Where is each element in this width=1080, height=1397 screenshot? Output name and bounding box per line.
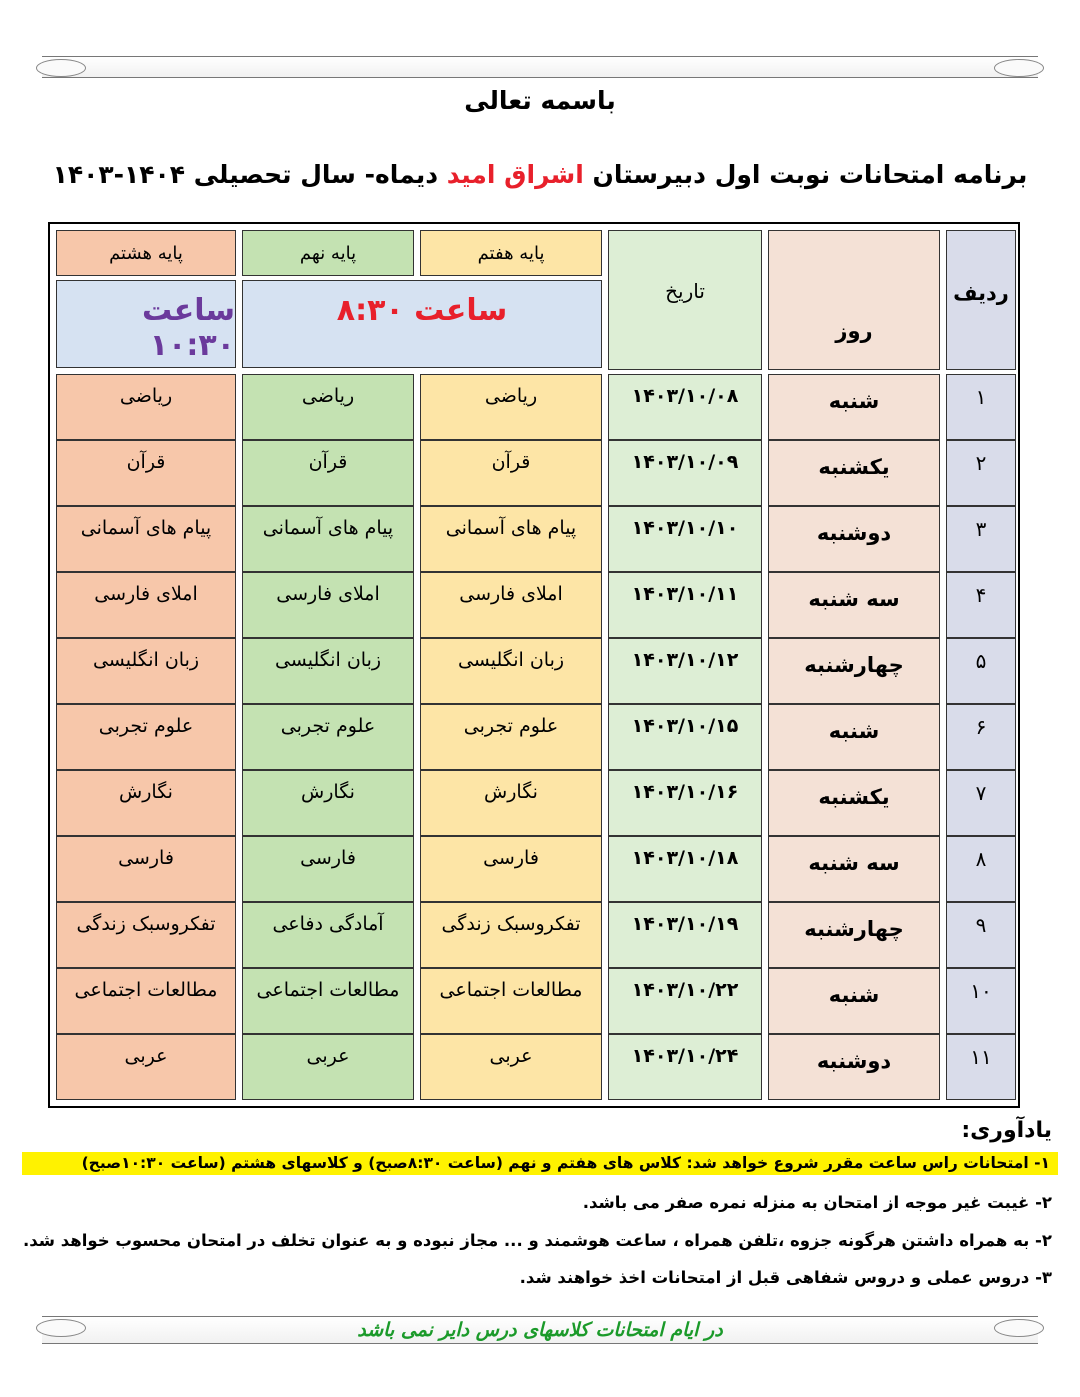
- row-grade9-subject: علوم تجربی: [242, 704, 414, 770]
- row-date: ۱۴۰۳/۱۰/۱۹: [608, 902, 762, 968]
- row-date: ۱۴۰۳/۱۰/۰۹: [608, 440, 762, 506]
- row-grade8-subject: ریاضی: [56, 374, 236, 440]
- bottom-note: در ایام امتحانات کلاسهای درس دایر نمی باشد: [357, 1319, 723, 1341]
- row-radif: ۶: [946, 704, 1016, 770]
- row-date: ۱۴۰۳/۱۰/۱۱: [608, 572, 762, 638]
- row-grade9-subject: ریاضی: [242, 374, 414, 440]
- header-day: روز: [768, 230, 940, 370]
- title-prefix: برنامه امتحانات نوبت اول دبیرستان: [583, 160, 1028, 189]
- row-day: چهارشنبه: [768, 638, 940, 704]
- row-date: ۱۴۰۳/۱۰/۱۵: [608, 704, 762, 770]
- row-grade9-subject: عربی: [242, 1034, 414, 1100]
- header-radif: ردیف: [946, 230, 1016, 370]
- reminder-1: ۱- امتحانات راس ساعت مقرر شروع خواهد شد: کلاس های هفتم و نهم (ساعت ۸:۳۰صبح) و کلاسهای هشتم (ساعت ۱۰:۳۰صبح): [22, 1152, 1058, 1175]
- row-day: دوشنبه: [768, 506, 940, 572]
- row-grade7-subject: قرآن: [420, 440, 602, 506]
- row-radif: ۵: [946, 638, 1016, 704]
- row-date: ۱۴۰۳/۱۰/۱۲: [608, 638, 762, 704]
- exam-schedule-table: [48, 222, 1020, 1108]
- header-grade8: پایه هشتم: [56, 230, 236, 276]
- row-grade7-subject: تفکروسبک زندگی: [420, 902, 602, 968]
- row-grade7-subject: مطالعات اجتماعی: [420, 968, 602, 1034]
- row-radif: ۴: [946, 572, 1016, 638]
- row-grade8-subject: مطالعات اجتماعی: [56, 968, 236, 1034]
- row-grade8-subject: تفکروسبک زندگی: [56, 902, 236, 968]
- row-day: یکشنبه: [768, 440, 940, 506]
- reminder-3: ۲- به همراه داشتن هرگونه جزوه ،تلفن همراه ، ساعت هوشمند و ... مجاز نبوده و به عنوان تخلف در امتحان محسوب خواهد شد.: [22, 1231, 1052, 1250]
- row-day: دوشنبه: [768, 1034, 940, 1100]
- row-radif: ۸: [946, 836, 1016, 902]
- row-grade7-subject: پیام های آسمانی: [420, 506, 602, 572]
- row-radif: ۲: [946, 440, 1016, 506]
- row-date: ۱۴۰۳/۱۰/۲۲: [608, 968, 762, 1034]
- time-grade8: ساعت ۱۰:۳۰: [56, 280, 236, 368]
- row-grade9-subject: مطالعات اجتماعی: [242, 968, 414, 1034]
- row-grade8-subject: املای فارسی: [56, 572, 236, 638]
- row-date: ۱۴۰۳/۱۰/۱۸: [608, 836, 762, 902]
- row-radif: ۳: [946, 506, 1016, 572]
- row-grade9-subject: فارسی: [242, 836, 414, 902]
- header-date: تاریخ: [608, 230, 762, 370]
- row-day: سه شنبه: [768, 572, 940, 638]
- row-grade7-subject: نگارش: [420, 770, 602, 836]
- school-name: اشراق امید: [446, 160, 584, 189]
- row-date: ۱۴۰۳/۱۰/۱۰: [608, 506, 762, 572]
- row-grade8-subject: پیام های آسمانی: [56, 506, 236, 572]
- row-grade9-subject: نگارش: [242, 770, 414, 836]
- row-grade9-subject: پیام های آسمانی: [242, 506, 414, 572]
- row-grade9-subject: آمادگی دفاعی: [242, 902, 414, 968]
- header-grade7: پایه هفتم: [420, 230, 602, 276]
- page-title: [0, 160, 1080, 189]
- row-radif: ۱۰: [946, 968, 1016, 1034]
- row-grade8-subject: علوم تجربی: [56, 704, 236, 770]
- row-day: شنبه: [768, 374, 940, 440]
- row-radif: ۷: [946, 770, 1016, 836]
- time-grade7-9: ساعت ۸:۳۰: [242, 280, 602, 368]
- reminder-2: ۲- غیبت غیر موجه از امتحان به منزله نمره صفر می باشد.: [582, 1193, 1052, 1212]
- row-grade8-subject: عربی: [56, 1034, 236, 1100]
- row-grade7-subject: فارسی: [420, 836, 602, 902]
- row-grade9-subject: قرآن: [242, 440, 414, 506]
- row-grade8-subject: نگارش: [56, 770, 236, 836]
- header-grade9: پایه نهم: [242, 230, 414, 276]
- row-grade9-subject: املای فارسی: [242, 572, 414, 638]
- row-grade7-subject: علوم تجربی: [420, 704, 602, 770]
- row-date: ۱۴۰۳/۱۰/۲۴: [608, 1034, 762, 1100]
- row-date: ۱۴۰۳/۱۰/۱۶: [608, 770, 762, 836]
- row-day: سه شنبه: [768, 836, 940, 902]
- row-radif: ۱۱: [946, 1034, 1016, 1100]
- row-grade8-subject: زبان انگلیسی: [56, 638, 236, 704]
- row-date: ۱۴۰۳/۱۰/۰۸: [608, 374, 762, 440]
- row-grade7-subject: زبان انگلیسی: [420, 638, 602, 704]
- row-grade7-subject: املای فارسی: [420, 572, 602, 638]
- row-grade8-subject: قرآن: [56, 440, 236, 506]
- row-grade8-subject: فارسی: [56, 836, 236, 902]
- row-day: چهارشنبه: [768, 902, 940, 968]
- row-day: شنبه: [768, 968, 940, 1034]
- reminders-title: یادآوری:: [961, 1118, 1052, 1143]
- row-day: یکشنبه: [768, 770, 940, 836]
- basmala-heading: باسمه تعالی: [464, 86, 616, 115]
- row-radif: ۹: [946, 902, 1016, 968]
- top-scroll-banner: [42, 56, 1038, 78]
- row-grade7-subject: عربی: [420, 1034, 602, 1100]
- title-suffix: دیماه- سال تحصیلی ۱۴۰۴-۱۴۰۳: [52, 160, 447, 189]
- row-day: شنبه: [768, 704, 940, 770]
- row-grade9-subject: زبان انگلیسی: [242, 638, 414, 704]
- row-grade7-subject: ریاضی: [420, 374, 602, 440]
- reminder-4: ۳- دروس عملی و دروس شفاهی قبل از امتحانات اخذ خواهند شد.: [519, 1268, 1052, 1287]
- row-radif: ۱: [946, 374, 1016, 440]
